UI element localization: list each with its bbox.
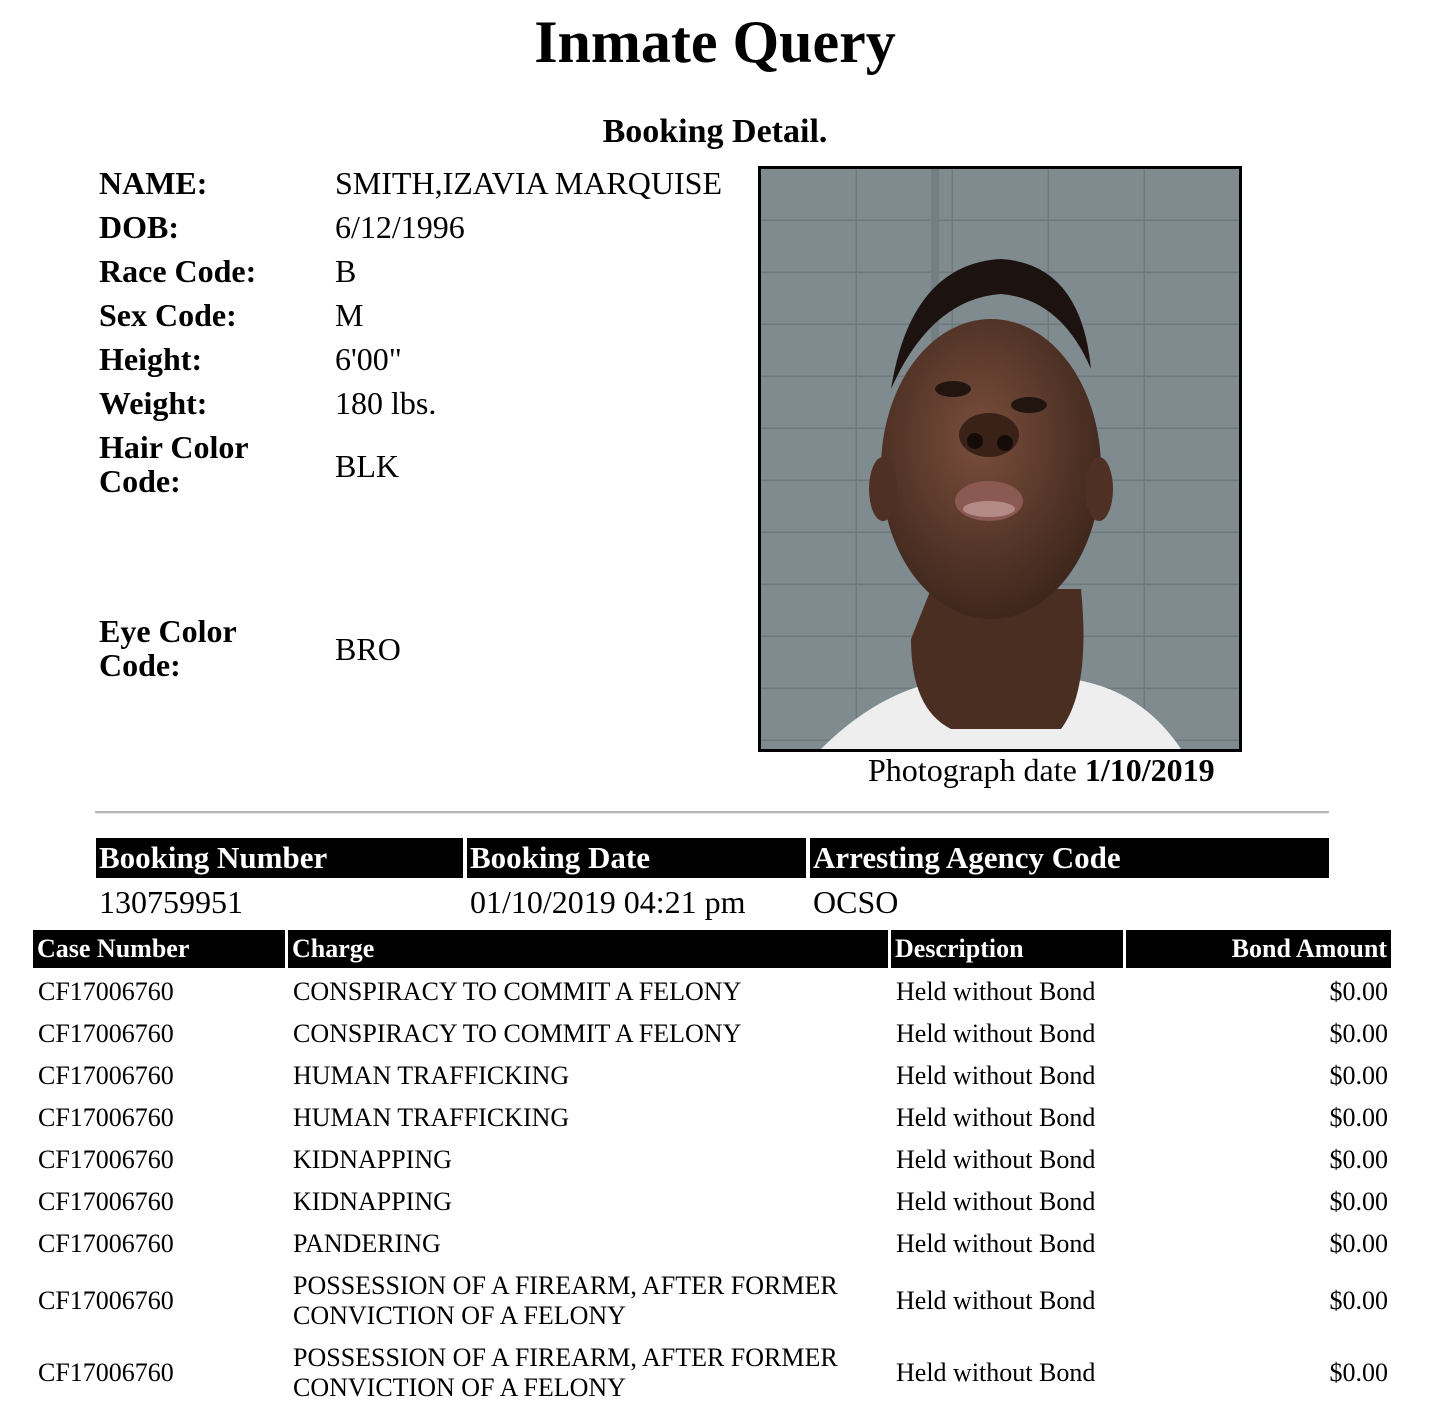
- bond-amount-cell: $0.00: [1329, 1145, 1388, 1174]
- photo-caption: [868, 752, 1215, 788]
- charge-cell: POSSESSION OF A FIREARM, AFTER FORMER CONVICTION OF A FELONY: [293, 1343, 838, 1402]
- bond-amount-cell: $0.00: [1329, 1358, 1388, 1387]
- bond-amount-cell: $0.00: [1329, 977, 1388, 1006]
- charge-cell: PANDERING: [293, 1229, 441, 1258]
- case-number-cell: CF17006760: [38, 1103, 174, 1132]
- weight-label: Weight:: [99, 385, 208, 421]
- table-row: [0, 1140, 1430, 1180]
- charge-header: Charge: [288, 930, 888, 968]
- height-value: 6'00": [335, 341, 402, 377]
- booking-photo: [758, 166, 1242, 752]
- charge-cell: KIDNAPPING: [293, 1145, 452, 1174]
- charge-cell: HUMAN TRAFFICKING: [293, 1061, 570, 1090]
- charge-cell: HUMAN TRAFFICKING: [293, 1103, 570, 1132]
- bond-amount-cell: $0.00: [1329, 1286, 1388, 1315]
- arresting-agency-value: OCSO: [813, 884, 899, 920]
- hair-color-label: Hair Color Code:: [99, 429, 249, 499]
- eye-color-label: Eye Color Code:: [99, 613, 237, 683]
- arresting-agency-header: Arresting Agency Code: [810, 838, 1329, 878]
- bond-amount-cell: $0.00: [1329, 1061, 1388, 1090]
- height-label: Height:: [99, 341, 203, 377]
- description-cell: Held without Bond: [896, 1103, 1096, 1132]
- case-number-cell: CF17006760: [38, 1145, 174, 1174]
- photo-caption-prefix: Photograph date: [868, 752, 1077, 788]
- table-row: [0, 1224, 1430, 1264]
- table-row: [0, 1182, 1430, 1222]
- eye-color-value: BRO: [335, 631, 401, 667]
- bond-amount-cell: $0.00: [1329, 1187, 1388, 1216]
- description-cell: Held without Bond: [896, 1145, 1096, 1174]
- bond-amount-cell: $0.00: [1329, 1229, 1388, 1258]
- booking-number-value: 130759951: [99, 884, 243, 920]
- description-header: Description: [891, 930, 1123, 968]
- dob-label: DOB:: [99, 209, 179, 245]
- description-cell: Held without Bond: [896, 1286, 1096, 1315]
- charge-cell: KIDNAPPING: [293, 1187, 452, 1216]
- description-cell: Held without Bond: [896, 1061, 1096, 1090]
- table-row: [0, 1340, 1430, 1406]
- case-number-cell: CF17006760: [38, 977, 174, 1006]
- case-number-cell: CF17006760: [38, 1187, 174, 1216]
- description-cell: Held without Bond: [896, 1187, 1096, 1216]
- table-row: [0, 1056, 1430, 1096]
- mugshot-illustration: [761, 169, 1239, 749]
- booking-date-header: Booking Date: [467, 838, 806, 878]
- race-code-label: Race Code:: [99, 253, 257, 289]
- booking-number-header: Booking Number: [96, 838, 463, 878]
- weight-value: 180 lbs.: [335, 385, 437, 421]
- name-value: SMITH,IZAVIA MARQUISE: [335, 165, 722, 201]
- section-divider: [95, 811, 1329, 814]
- race-code-value: B: [335, 253, 357, 289]
- table-row: [0, 1014, 1430, 1054]
- name-label: NAME:: [99, 165, 208, 201]
- table-row: [0, 1098, 1430, 1138]
- sex-code-value: M: [335, 297, 364, 333]
- page-title: Inmate Query: [534, 9, 896, 75]
- case-number-cell: CF17006760: [38, 1286, 174, 1315]
- case-number-cell: CF17006760: [38, 1358, 174, 1387]
- case-number-cell: CF17006760: [38, 1229, 174, 1258]
- hair-color-value: BLK: [335, 448, 399, 484]
- bond-amount-cell: $0.00: [1329, 1019, 1388, 1048]
- table-row: [0, 972, 1430, 1012]
- charge-cell: CONSPIRACY TO COMMIT A FELONY: [293, 1019, 742, 1048]
- case-number-cell: CF17006760: [38, 1061, 174, 1090]
- section-title: Booking Detail.: [602, 113, 828, 150]
- bond-amount-cell: $0.00: [1329, 1103, 1388, 1132]
- bond-amount-header: Bond Amount: [1126, 930, 1391, 968]
- photo-date: 1/10/2019: [1084, 752, 1215, 788]
- description-cell: Held without Bond: [896, 1229, 1096, 1258]
- description-cell: Held without Bond: [896, 977, 1096, 1006]
- charge-cell: POSSESSION OF A FIREARM, AFTER FORMER CONVICTION OF A FELONY: [293, 1271, 838, 1330]
- description-cell: Held without Bond: [896, 1019, 1096, 1048]
- case-number-cell: CF17006760: [38, 1019, 174, 1048]
- dob-value: 6/12/1996: [335, 209, 465, 245]
- description-cell: Held without Bond: [896, 1358, 1096, 1387]
- charge-cell: CONSPIRACY TO COMMIT A FELONY: [293, 977, 742, 1006]
- case-number-header: Case Number: [33, 930, 285, 968]
- booking-date-value: 01/10/2019 04:21 pm: [470, 884, 746, 920]
- sex-code-label: Sex Code:: [99, 297, 237, 333]
- table-row: [0, 1268, 1430, 1334]
